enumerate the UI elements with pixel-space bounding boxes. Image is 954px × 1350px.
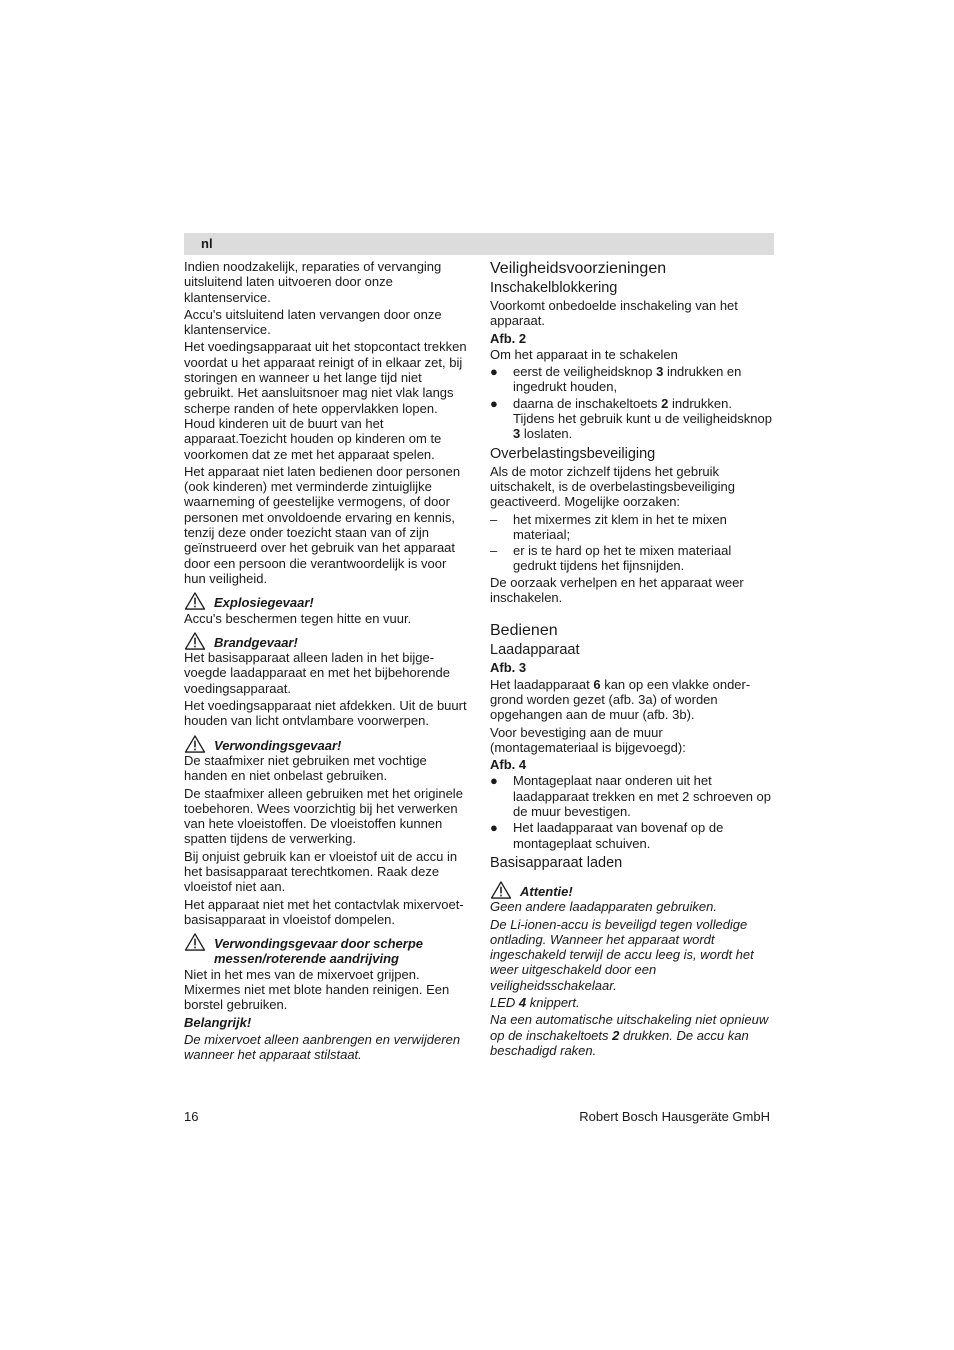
paragraph: De oorzaak verhelpen en het apparaat weer inschakelen.	[490, 574, 744, 606]
text: Het laadapparaat	[490, 676, 594, 692]
paragraph: Het voedingsapparaat niet afdekken. Uit de buurt houden van licht ontvlambare voorwerpen.	[184, 698, 467, 729]
paragraph: Het apparaat niet met het contactvlak mixervoet-basisapparaat in vloeistof dompelen.	[184, 896, 464, 927]
language-bar	[184, 233, 774, 255]
bullet-icon: ●	[490, 364, 498, 380]
figure-ref: Afb. 4	[490, 757, 527, 773]
warning-injury	[184, 738, 468, 753]
section-title: Bedienen	[490, 622, 558, 640]
paragraph: De staafmixer niet gebruiken met vochtige handen en niet onbelast gebruiken.	[184, 752, 427, 784]
attention-warning	[490, 884, 774, 899]
bullet-list	[490, 773, 774, 850]
important-title	[184, 1015, 468, 1030]
text: loslaten.	[520, 426, 573, 442]
right-column	[490, 259, 774, 1060]
list-item	[490, 820, 774, 851]
paragraph	[490, 1012, 774, 1058]
section-title: Veiligheidsvoorzieningen	[490, 260, 667, 277]
subsection-title: Basisapparaat laden	[490, 854, 623, 871]
ref-number: 4	[518, 994, 527, 1010]
warning-title: Verwondingsgevaar!	[214, 737, 342, 753]
paragraph	[490, 995, 774, 1010]
figure-ref: Afb. 2	[490, 330, 527, 346]
warning-title: Verwondingsgevaar door scherpe messen/roterende aandrijving	[214, 936, 424, 967]
warning-fire	[184, 635, 468, 650]
text: indrukken. Tijdens het gebruik kunt u de veiligheidsknop	[513, 395, 772, 427]
language-label: nl	[201, 236, 213, 251]
bullet-list	[490, 364, 774, 441]
warning-blades	[184, 936, 468, 967]
paragraph: Voorkomt onbedoelde inschakeling van het apparaat.	[490, 298, 738, 329]
warning-triangle-icon	[184, 933, 206, 951]
text: kan op een vlakke onder-grond worden gezet (afb. 3a) of worden opgehangen aan de muur (afb. 3b).	[490, 676, 751, 723]
subsection-title: Inschakelblokkering	[490, 280, 618, 296]
ref-number: 3	[513, 426, 521, 442]
text: LED	[490, 994, 519, 1010]
paragraph: Voor bevestiging aan de muur (montagemateriaal is bijgevoegd):	[490, 724, 686, 755]
paragraph: Als de motor zichzelf tijdens het gebruik uitschakelt, is de overbelastingsbeveiliging geactiveerd. Mogelijke oorzaken:	[490, 463, 735, 510]
paragraph: Indien noodzakelijk, reparaties of vervanging uitsluitend laten uitvoeren door onze klantenservice.	[184, 259, 442, 305]
text: Het laadapparaat van bovenaf op de montageplaat schuiven.	[513, 820, 724, 851]
figure-ref: Afb. 3	[490, 660, 527, 676]
warning-title: Brandgevaar!	[214, 634, 298, 650]
warning-triangle-icon	[184, 632, 206, 650]
footer-company: Robert Bosch Hausgeräte GmbH	[579, 1109, 770, 1124]
dash-icon: –	[490, 511, 498, 527]
bullet-icon: ●	[490, 395, 498, 411]
list-item	[490, 773, 774, 819]
list-item	[490, 396, 774, 442]
subsection-title: Overbelastingsbeveiliging	[490, 445, 656, 462]
dash-list	[490, 512, 774, 574]
bullet-icon: ●	[490, 820, 498, 836]
text: het mixermes zit klem in het te mixen materiaal;	[513, 511, 727, 542]
important-label: Belangrijk!	[184, 1014, 252, 1030]
warning-triangle-icon	[490, 881, 512, 899]
paragraph: Bij onjuist gebruik kan er vloeistof uit de accu in het basisapparaat terechtkomen. Raak deze vloeistof niet aan.	[184, 848, 458, 895]
paragraph: Om het apparaat in te schakelen	[490, 346, 678, 362]
warning-title: Explosiegevaar!	[214, 595, 314, 611]
text: knippert.	[526, 994, 580, 1010]
paragraph: Het apparaat niet laten bedienen door personen (ook kinderen) met verminderde zintuiglijke waarneming of geestelijke vermogens, of door personen met onvoldoende ervaring en kennis, tenzij deze onder toezicht staan van of zijn geïnstrueerd over het gebruik van het apparaat door een persoon die verantwoordelijk is voor hun veiligheid.	[184, 463, 461, 586]
text: drukken. De accu kan beschadigd raken.	[490, 1027, 749, 1058]
subsection-title: Laadapparaat	[490, 642, 580, 659]
ref-number: 6	[593, 676, 601, 692]
paragraph: Accu's uitsluitend laten vervangen door onze klantenservice.	[184, 306, 442, 338]
text: Na een automatische uitschakeling niet opnieuw op de inschakeltoets	[490, 1012, 769, 1043]
paragraph: Het voedingsapparaat uit het stopcontact trekken voordat u het apparaat reinigt of in elkaar zet, bij storingen en wanneer u het lange tijd niet gebruikt. Het aansluitsnoer mag niet vlak langs scherpe randen of hete oppervlakken lopen. Houd kinderen uit de buurt van het apparaat.Toezicht houden op kinderen om te voorkomen dat ze met het apparaat spelen.	[184, 339, 467, 462]
paragraph: Het basisapparaat alleen laden in het bijge-voegde laadapparaat en met het bijbehorende voedingsapparaat.	[184, 650, 450, 696]
ref-number: 3	[656, 364, 664, 380]
page-number: 16	[184, 1109, 199, 1124]
text: indrukken en ingedrukt houden,	[513, 364, 742, 395]
ref-number: 2	[661, 395, 669, 411]
paragraph: De staafmixer alleen gebruiken met het originele toebehoren. Wees voorzichtig bij het verwerken van hete vloeistoffen. De vloeistoffen kunnen spatten tijdens de verwerking.	[184, 785, 463, 847]
warning-triangle-icon	[184, 592, 206, 610]
list-item	[490, 364, 774, 395]
warning-explosion	[184, 595, 468, 610]
dash-icon: –	[490, 543, 498, 559]
text: daarna de inschakeltoets	[513, 395, 662, 411]
text: eerst de veiligheidsknop	[513, 364, 657, 380]
important-text: De mixervoet alleen aanbrengen en verwijderen wanneer het apparaat stilstaat.	[184, 1031, 461, 1063]
text: Montageplaat naar onderen uit het laadapparaat trekken en met 2 schroeven op de muur bevestigen.	[513, 773, 772, 820]
list-item	[490, 512, 774, 543]
bullet-icon: ●	[490, 773, 498, 789]
paragraph: Accu's beschermen tegen hitte en vuur.	[184, 610, 412, 626]
text: er is te hard op het te mixen materiaal gedrukt tijdens het fijnsnijden.	[513, 543, 732, 574]
paragraph	[490, 677, 774, 723]
left-column	[184, 259, 468, 1065]
ref-number: 2	[612, 1027, 620, 1043]
paragraph: De Li-ionen-accu is beveiligd tegen volledige ontlading. Wanneer het apparaat wordt ingeschakeld terwijl de accu leeg is, wordt het weer uitgeschakeld door een veiligheidsschakelaar.	[490, 916, 754, 993]
warning-title: Attentie!	[520, 883, 573, 899]
warning-triangle-icon	[184, 735, 206, 753]
paragraph: Niet in het mes van de mixervoet grijpen. Mixermes niet met blote handen reinigen. Een borstel gebruiken.	[184, 966, 450, 1013]
paragraph: Geen andere laadapparaten gebruiken.	[490, 899, 717, 915]
list-item	[490, 543, 774, 574]
